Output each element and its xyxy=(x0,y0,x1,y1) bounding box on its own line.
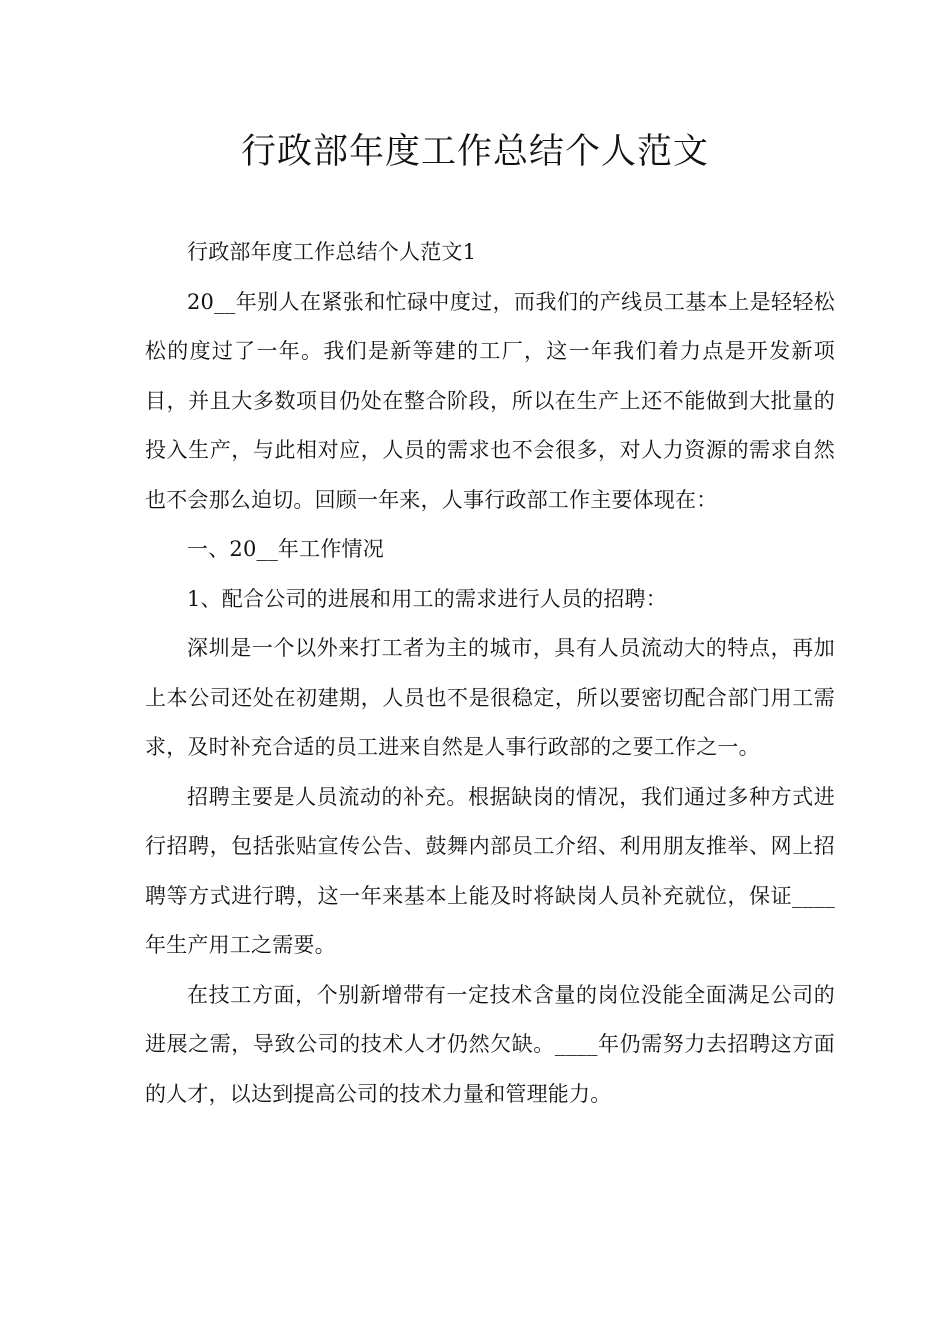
paragraph-shenzhen: 深圳是一个以外来打工者为主的城市，具有人员流动大的特点，再加上本公司还处在初建期，人员也不是很稳定，所以要密切配合部门用工需求，及时补充合适的员工进来自然是人事行政部的之要工作之一。 xyxy=(145,636,835,759)
document-body xyxy=(145,228,835,1119)
paragraph-subtitle: 行政部年度工作总结个人范文1 xyxy=(187,240,477,264)
paragraph-technicians: 在技工方面，个别新增带有一定技术含量的岗位没能全面满足公司的进展之需，导致公司的技术人才仍然欠缺。____年仍需努力去招聘这方面的人才，以达到提高公司的技术力量和管理能力。 xyxy=(145,982,835,1106)
subsection-heading: 1、配合公司的进展和用工的需求进行人员的招聘： xyxy=(187,586,667,611)
paragraph-intro: 20__年别人在紧张和忙碌中度过，而我们的产线员工基本上是轻轻松松的度过了一年。我们是新等建的工厂，这一年我们着力点是开发新项目，并且大多数项目仍处在整合阶段，所以在生产上还不能做到大批量的投入生产，与此相对应，人员的需求也不会很多，对人力资源的需求自然也不会那么迫切。回顾一年来，人事行政部工作主要体现在： xyxy=(145,289,835,512)
paragraph-recruitment: 招聘主要是人员流动的补充。根据缺岗的情况，我们通过多种方式进行招聘，包括张贴宣传公告、鼓舞内部员工介绍、利用朋友推举、网上招聘等方式进行聘，这一年来基本上能及时将缺岗人员补充就位，保证____年生产用工之需要。 xyxy=(145,784,835,957)
section-heading: 一、20__年工作情况 xyxy=(187,537,384,561)
document-title: 行政部年度工作总结个人范文 xyxy=(240,132,709,172)
